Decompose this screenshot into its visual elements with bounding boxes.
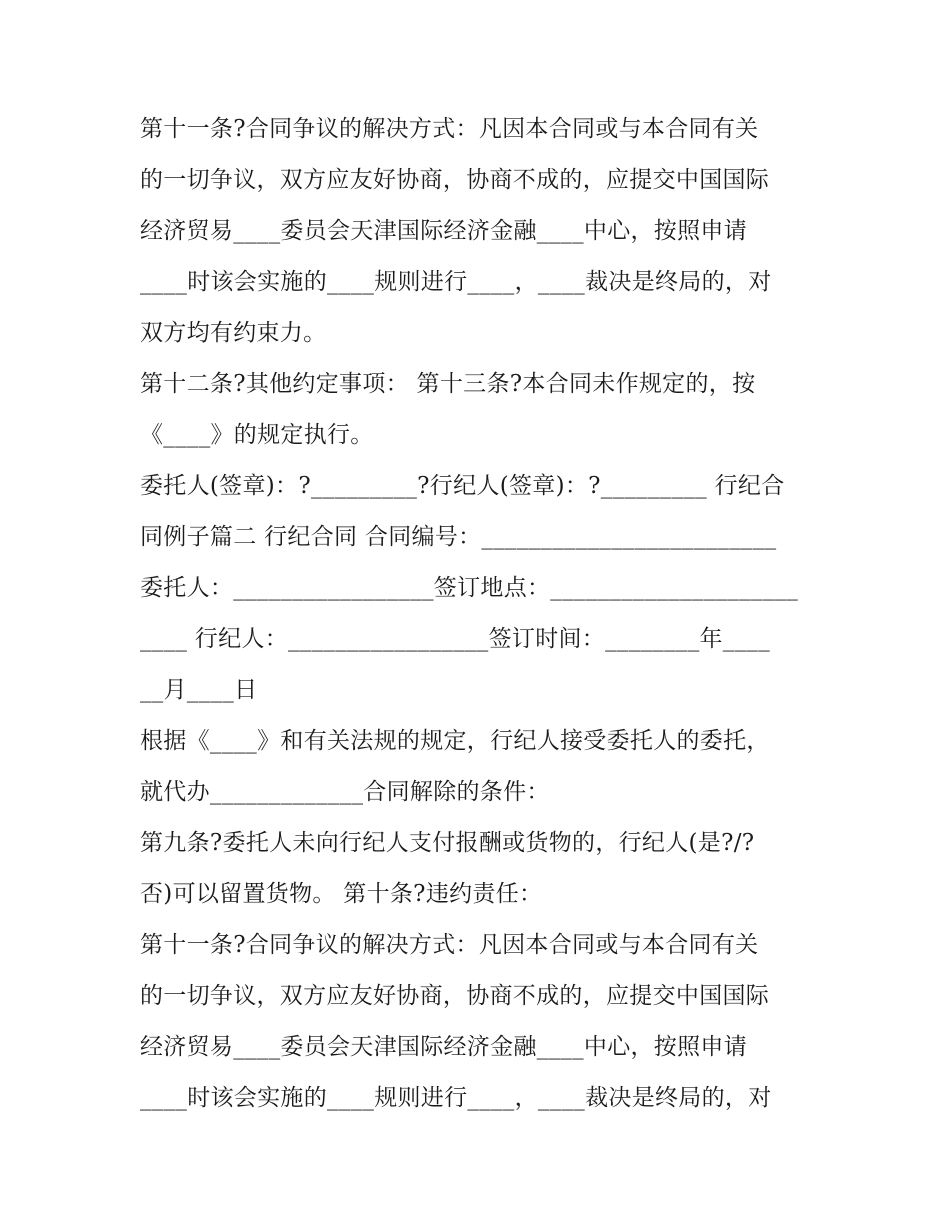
text-line: ____ 行纪人：_________________签订时间：________年____ [140,626,771,652]
text-line: __月____日 [140,677,258,703]
text-line: 第十一条?合同争议的解决方式：凡因本合同或与本合同有关 [140,932,759,958]
text-line: 的一切争议，双方应友好协商，协商不成的，应提交中国国际 [140,983,770,1009]
text-line: ____时该会实施的____规则进行____，____裁决是终局的，对 [140,1085,772,1111]
text-line: 根据《____》和有关法规的规定，行纪人接受委托人的委托， [140,728,770,754]
text-line: 第九条?委托人未向行纪人支付报酬或货物的，行纪人(是?/? [140,830,755,856]
text-line: ____时该会实施的____规则进行____，____裁决是终局的，对 [140,269,772,295]
text-line: 委托人(签章)：?_________?行纪人(签章)：?_________ 行纪合 [140,473,785,499]
text-line: 经济贸易____委员会天津国际经济金融____中心，按照申请 [140,218,747,244]
text-line: 第十二条?其他约定事项： 第十三条?本合同未作规定的，按 [140,371,756,397]
text-line: 双方均有约束力。 [140,320,327,346]
text-line: 就代办_____________合同解除的条件： [140,779,550,805]
text-line: 第十一条?合同争议的解决方式：凡因本合同或与本合同有关 [140,116,759,142]
text-line: 经济贸易____委员会天津国际经济金融____中心，按照申请 [140,1034,747,1060]
text-line: 《____》的规定执行。 [140,422,374,448]
text-line: 的一切争议，双方应友好协商，协商不成的，应提交中国国际 [140,167,770,193]
text-line: 否)可以留置货物。 第十条?违约责任： [140,881,543,907]
text-line: 委托人：_________________签订地点：_____________________ [140,575,799,601]
document-body [140,104,820,1124]
text-line: 同例子篇二 行纪合同 合同编号：_________________________ [140,524,777,550]
